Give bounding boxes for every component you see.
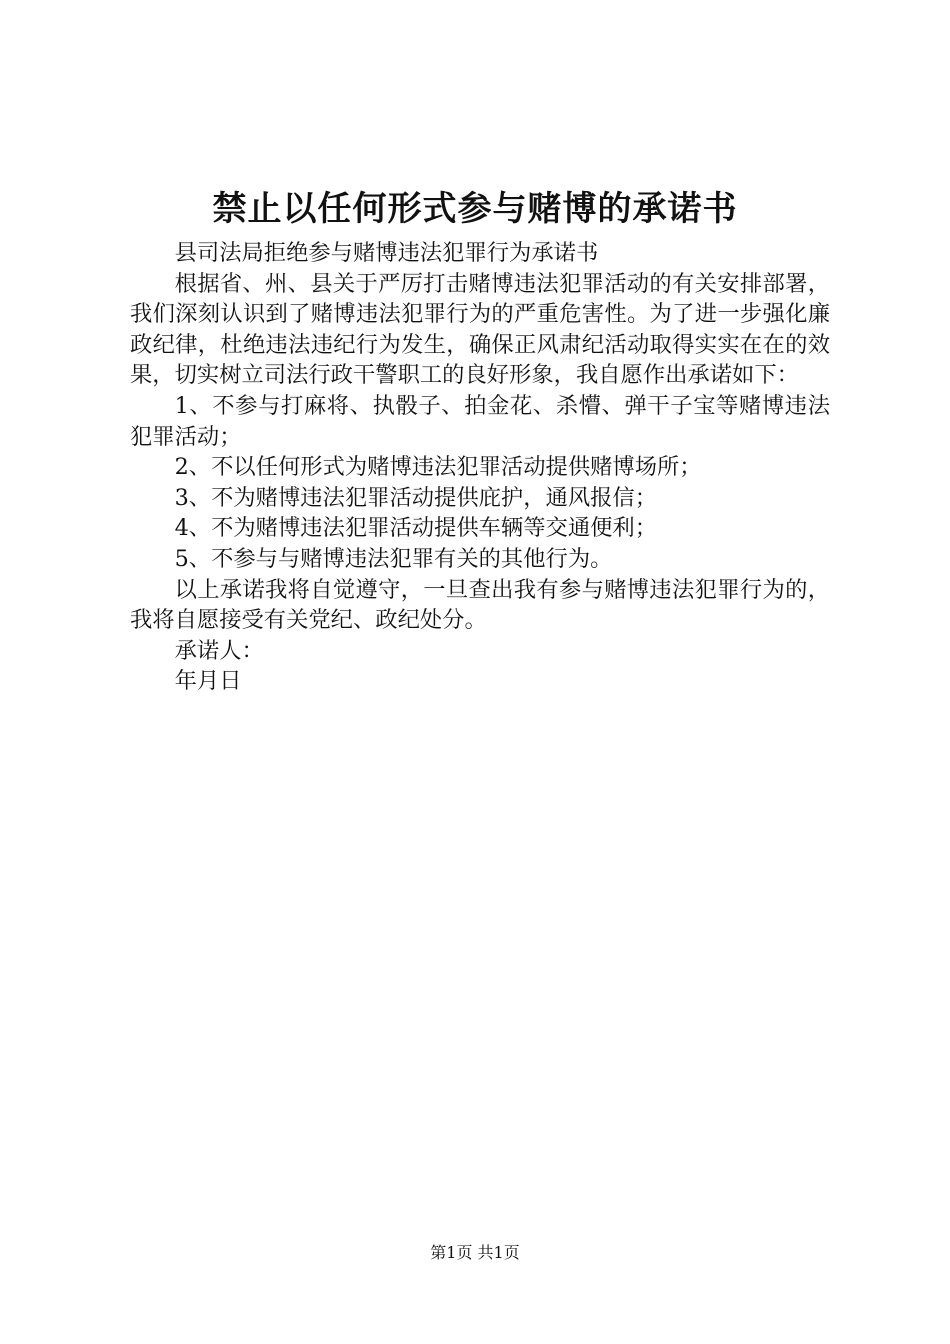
page-footer: 第1页 共1页 [430, 1243, 520, 1262]
closing-paragraph: 以上承诺我将自觉遵守，一旦查出我有参与赌博违法犯罪行为的，我将自愿接受有关党纪、政纪处分。 [130, 576, 830, 634]
pledge-item-3: 3、不为赌博违法犯罪活动提供庇护，通风报信； [174, 484, 658, 511]
pledge-item-2: 2、不以任何形式为赌博违法犯罪活动提供赌博场所； [174, 454, 702, 481]
date-line: 年月日 [174, 668, 242, 695]
document-body [130, 238, 830, 697]
signatory-line: 承诺人： [174, 637, 264, 664]
subtitle-paragraph: 县司法局拒绝参与赌博违法犯罪行为承诺书 [174, 240, 599, 266]
pledge-item-5: 5、不参与与赌博违法犯罪有关的其他行为。 [174, 545, 613, 572]
pledge-item-1: 1、不参与打麻将、执骰子、拍金花、杀懵、弹干子宝等赌博违法犯罪活动； [130, 392, 830, 450]
document-title: 禁止以任何形式参与赌博的承诺书 [212, 189, 738, 229]
intro-paragraph: 根据省、州、县关于严厉打击赌博违法犯罪活动的有关安排部署，我们深刻认识到了赌博违法犯罪行为的严重危害性。为了进一步强化廉政纪律，杜绝违法违纪行为发生，确保正风肃纪活动取得实实在在的效果，切实树立司法行政干警职工的良好形象，我自愿作出承诺如下： [130, 270, 830, 389]
pledge-item-4: 4、不为赌博违法犯罪活动提供车辆等交通便利； [174, 515, 658, 542]
